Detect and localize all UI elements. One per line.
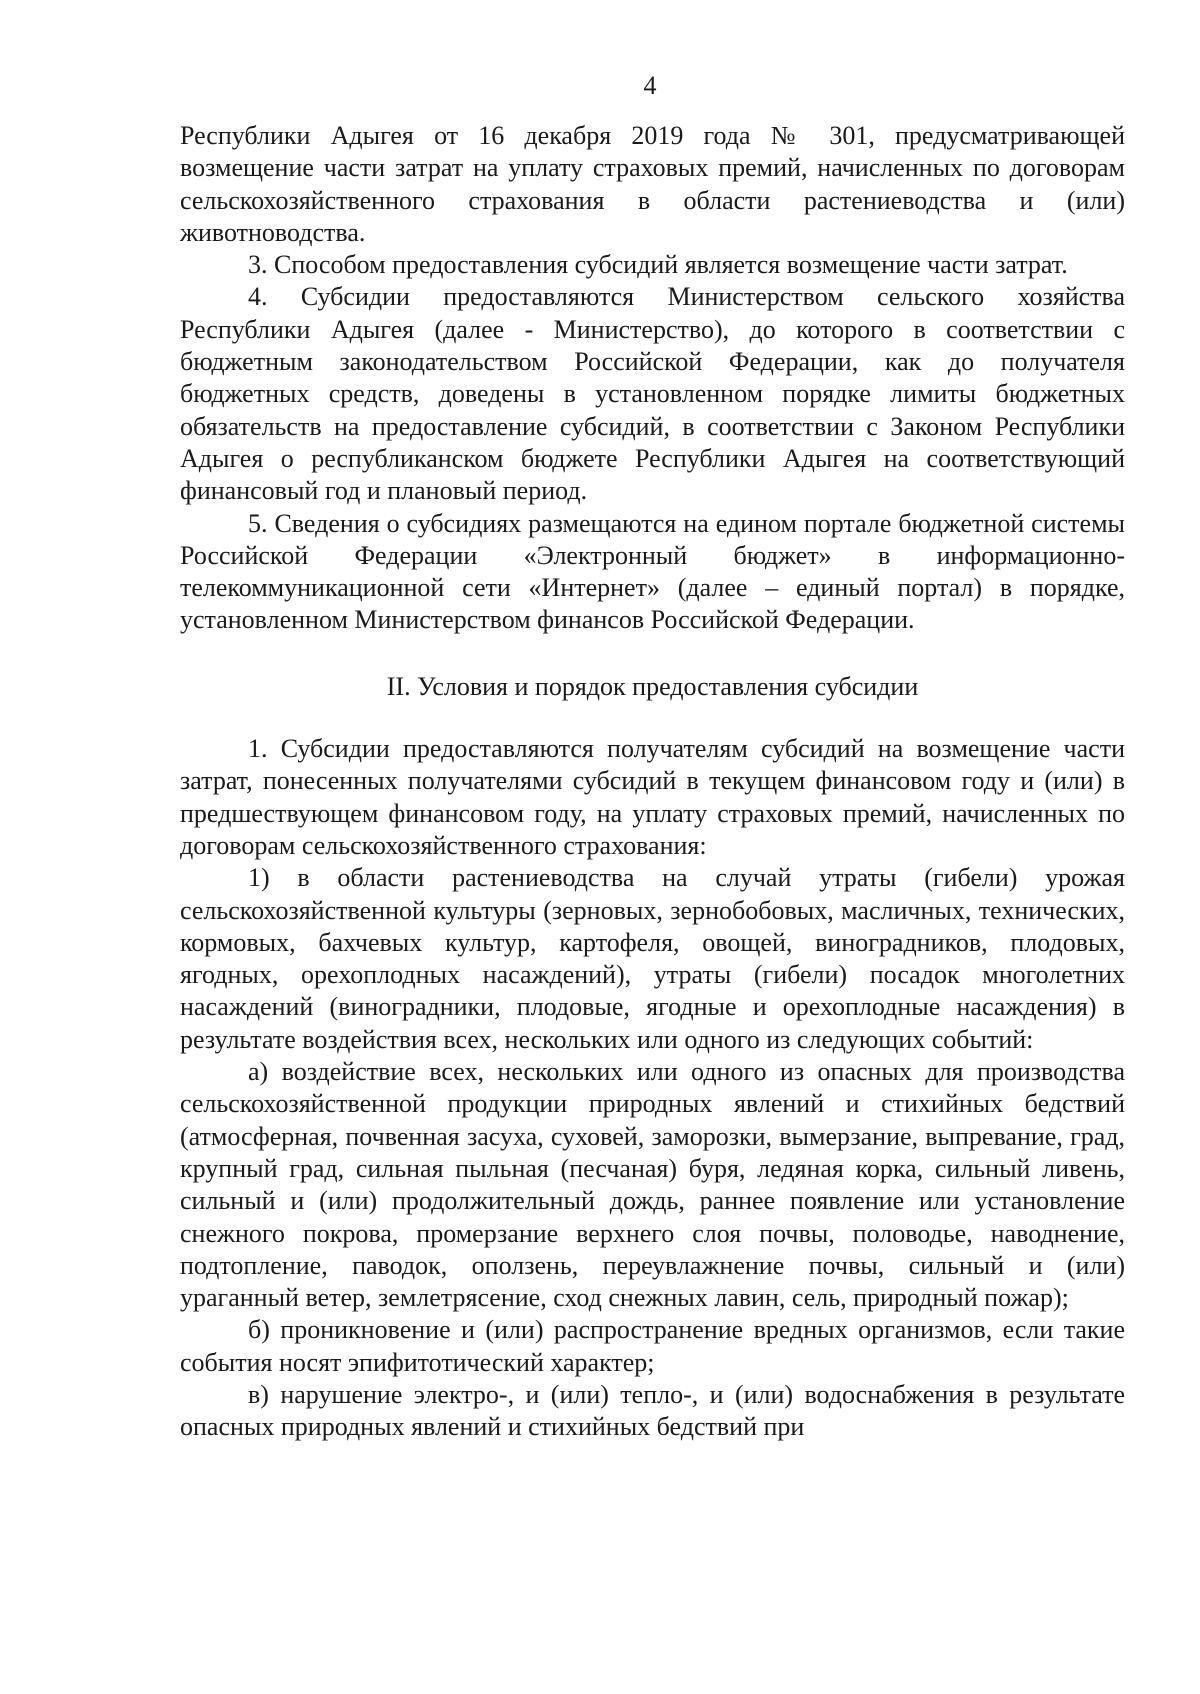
- document-body: [180, 120, 1125, 1444]
- paragraph-item-3: 3. Способом предоставления субсидий является возмещение части затрат.: [248, 250, 1068, 280]
- paragraph-item-5: 5. Сведения о субсидиях размещаются на едином портале бюджетной системы Российской Федерации «Электронный бюджет» в информационно-телекоммуникационной сети «Интернет» (далее – единый портал) в порядке, установленном Министерством финансов Российской Федерации.: [180, 508, 1125, 635]
- paragraph-item-4: 4. Субсидии предоставляются Министерством сельского хозяйства Республики Адыгея (далее - Министерство), до которого в соответствии с бюджетным законодательством Российской Федерации, как до получателя бюджетных средств, доведены в установленном порядке лимиты бюджетных обязательств на предоставление субсидий, в соответствии с Законом Республики Адыгея о республиканском бюджете Республики Адыгея на соответствующий финансовый год и плановый период.: [180, 282, 1125, 506]
- section-subitem-1: 1) в области растениеводства на случай утраты (гибели) урожая сельскохозяйственной культуры (зерновых, зернобобовых, масличных, технических, кормовых, бахчевых культур, картофеля, овощей, виноградников, плодовых, ягодных, орехоплодных насаждений), утраты (гибели) посадок многолетних насаждений (виноградники, плодовые, ягодные и орехоплодные насаждения) в результате воздействия всех, нескольких или одного из следующих событий:: [180, 863, 1125, 1054]
- section-paragraph-1: 1. Субсидии предоставляются получателям субсидий на возмещение части затрат, понесенных получателями субсидий в текущем финансовом году и (или) в предшествующем финансовом году, на уплату страховых премий, начисленных по договорам сельскохозяйственного страхования:: [180, 734, 1125, 860]
- section-subitem-a: а) воздействие всех, нескольких или одного из опасных для производства сельскохозяйственной продукции природных явлений и стихийных бедствий (атмосферная, почвенная засуха, суховей, заморозки, вымерзание, выпревание, град, крупный град, сильная пыльная (песчаная) буря, ледяная корка, сильный ливень, сильный и (или) продолжительный дождь, раннее появление или установление снежного покрова, промерзание верхнего слоя почвы, половодье, наводнение, подтопление, паводок, оползень, переувлажнение почвы, сильный и (или) ураганный ветер, землетрясение, сход снежных лавин, сель, природный пожар);: [180, 1057, 1125, 1313]
- section-subitem-b: б) проникновение и (или) распространение вредных организмов, если такие события носят эпифитотический характер;: [180, 1315, 1125, 1377]
- section-subitem-v: в) нарушение электро-, и (или) тепло-, и (или) водоснабжения в результате опасных природных явлений и стихийных бедствий при: [180, 1379, 1125, 1442]
- page-number: 4: [643, 71, 657, 100]
- paragraph-continuation: Республики Адыгея от 16 декабря 2019 года № 301, предусматривающей возмещение части затрат на уплату страховых премий, начисленных по договорам сельскохозяйственного страхования в области растениеводства и (или) животноводства.: [180, 121, 1125, 247]
- section-heading: II. Условия и порядок предоставления субсидии: [386, 671, 919, 701]
